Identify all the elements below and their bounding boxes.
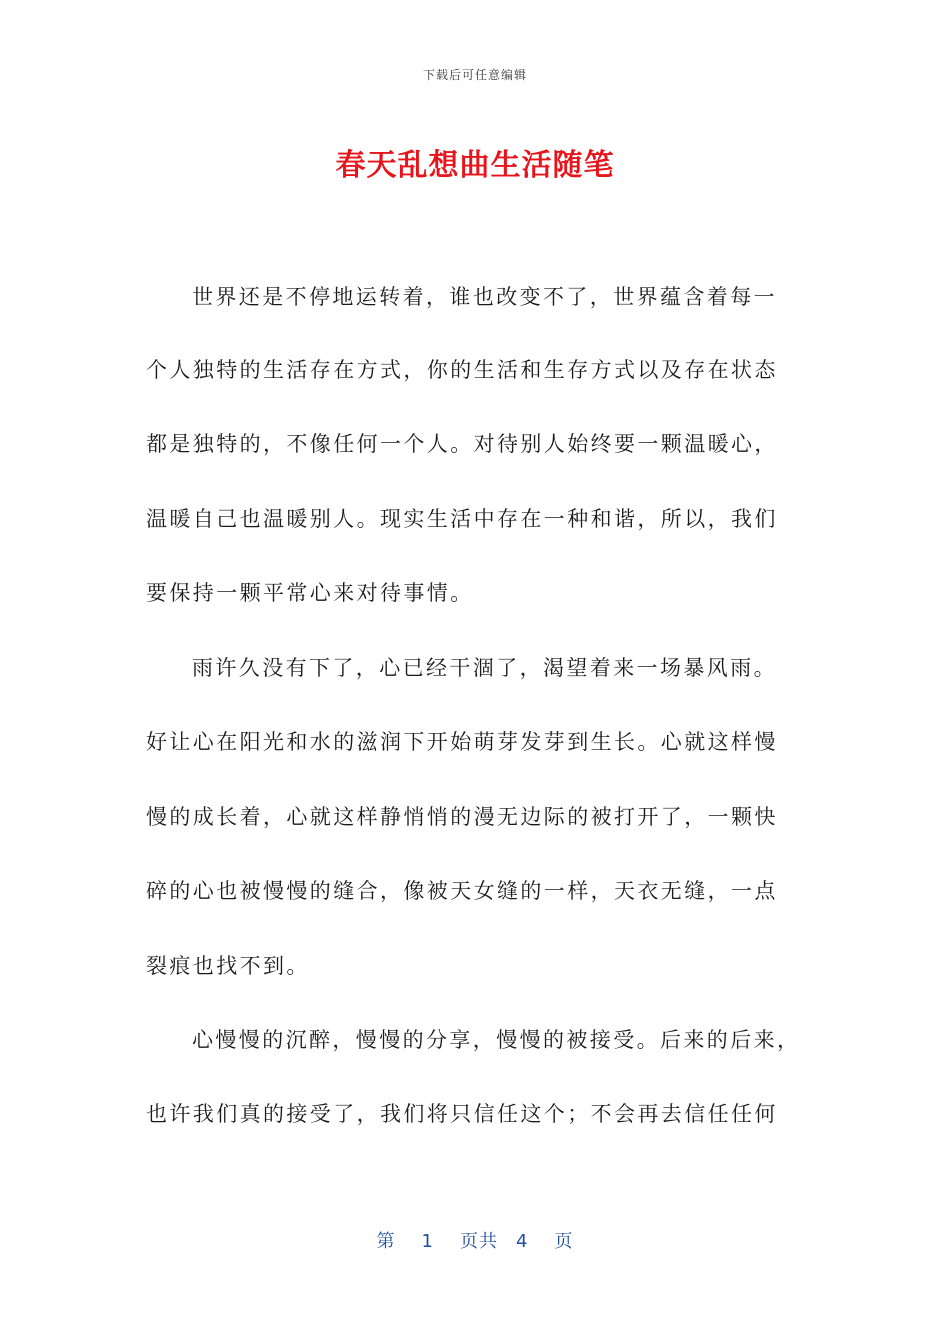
footer-middle: 页共: [460, 1231, 498, 1252]
paragraph-2-line-3: 慢的成长着，心就这样静悄悄的漫无边际的被打开了，一颗快: [146, 805, 778, 829]
paragraph-2-line-2: 好让心在阳光和水的滋润下开始萌芽发芽到生长。心就这样慢: [146, 730, 778, 754]
paragraph-1-line-1: 世界还是不停地运转着，谁也改变不了，世界蕴含着每一: [192, 285, 777, 309]
paragraph-1-line-4: 温暖自己也温暖别人。现实生活中存在一种和谐，所以，我们: [146, 507, 778, 531]
footer-prefix: 第: [376, 1231, 396, 1252]
footer-total-pages: 4: [516, 1231, 529, 1252]
header-note: 下载后可任意编辑: [422, 68, 527, 82]
paragraph-3-line-2: 也许我们真的接受了，我们将只信任这个；不会再去信任任何: [146, 1102, 778, 1126]
page-footer: [0, 1227, 950, 1253]
paragraph-1-line-2: 个人独特的生活存在方式，你的生活和生存方式以及存在状态: [146, 358, 778, 382]
paragraph-3-line-1: 心慢慢的沉醉，慢慢的分享，慢慢的被接受。后来的后来，: [192, 1028, 801, 1052]
document-title: 春天乱想曲生活随笔: [335, 148, 615, 183]
paragraph-1-line-3: 都是独特的，不像任何一个人。对待别人始终要一颗温暖心，: [146, 432, 778, 456]
paragraph-1-line-5: 要保持一颗平常心来对待事情。: [146, 581, 474, 605]
paragraph-2-line-1: 雨许久没有下了，心已经干涸了，渴望着来一场暴风雨。: [192, 656, 777, 680]
footer-suffix: 页: [554, 1231, 574, 1252]
paragraph-2-line-4: 碎的心也被慢慢的缝合，像被天女缝的一样，天衣无缝，一点: [146, 879, 778, 903]
paragraph-2-line-5: 裂痕也找不到。: [146, 954, 310, 978]
footer-current-page: 1: [421, 1231, 434, 1252]
